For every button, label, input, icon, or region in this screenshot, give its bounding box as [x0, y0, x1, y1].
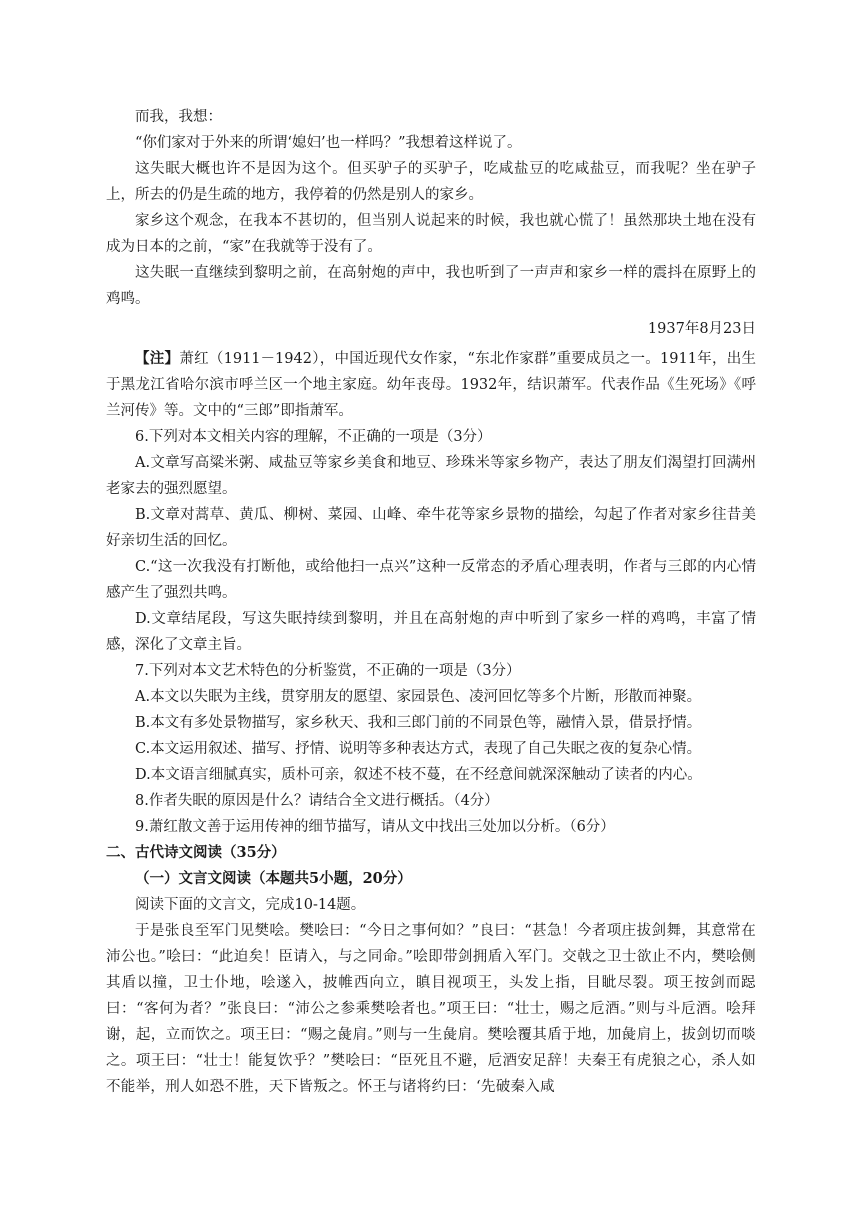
essay-paragraph: 这失眠大概也许不是因为这个。但买驴子的买驴子，吃咸盐豆的吃咸盐豆，而我呢？坐在驴子上，所去的仍是生疏的地方，我停着的仍然是别人的家乡。: [106, 161, 756, 203]
question-6-option-c: C.“这一次我没有打断他，或给他扫一点兴”这种一反常态的矛盾心理表明，作者与三郎的内心情感产生了强烈共鸣。: [106, 559, 756, 601]
question-6-option-a: A.文章写高粱米粥、咸盐豆等家乡美食和地豆、珍珠米等家乡物产，表达了朋友们渴望打回满州老家去的强烈愿望。: [106, 455, 756, 497]
essay-paragraph: “你们家对于外来的所谓‘媳妇’也一样吗？”我想着这样说了。: [135, 135, 522, 151]
question-7-option-a: A.本文以失眠为主线，贯穿朋友的愿望、家园景色、凌河回忆等多个片断，形散而神聚。: [135, 689, 702, 705]
classical-passage: 于是张良至军门见樊哙。樊哙曰：“今日之事何如？”良曰：“甚急！今者项庄拔剑舞，其意常在沛公也。”哙曰：“此迫矣！臣请入，与之同命。”哙即带剑拥盾入军门。交戟之卫士欲止不内，樊哙侧其盾以撞，卫士仆地，哙遂入，披帷西向立，瞋目视项王，头发上指，目眦尽裂。项王按剑而跽曰：“客何为者？”张良曰：“沛公之参乘樊哙者也。”项王曰：“壮士，赐之卮酒。”则与斗卮酒。哙拜谢，起，立而饮之。项王曰：“赐之彘肩。”则与一生彘肩。樊哙覆其盾于地，加彘肩上，拔剑切而啖之。项王曰：“壮士！能复饮乎？”樊哙曰：“臣死且不避，卮酒安足辞！夫秦王有虎狼之心，杀人如不能举，刑人如恐不胜，天下皆叛之。怀王与诸将约曰：‘先破秦入咸: [106, 923, 756, 1095]
document-page: [106, 104, 756, 1100]
question-7-option-d: D.本文语言细腻真实，质朴可亲，叙述不枝不蔓，在不经意间就深深触动了读者的内心。: [135, 767, 702, 783]
question-7-option-b: B.本文有多处景物描写，家乡秋天、我和三郎门前的不同景色等，融情入景，借景抒情。: [135, 715, 702, 731]
reading-instruction: 阅读下面的文言文，完成10-14题。: [135, 897, 366, 913]
essay-paragraph: 这失眠一直继续到黎明之前，在高射炮的声中，我也听到了一声声和家乡一样的震抖在原野上的鸡鸣。: [106, 265, 756, 307]
question-9: 9.萧红散文善于运用传神的细节描写，请从文中找出三处加以分析。（6分）: [135, 819, 615, 835]
section-2-subtitle: （一）文言文阅读（本题共5小题，20分）: [135, 870, 412, 887]
author-note: [106, 346, 756, 424]
question-6-stem: 6.下列对本文相关内容的理解，不正确的一项是（3分）: [135, 429, 492, 445]
question-7-option-c: C.本文运用叙述、描写、抒情、说明等多种表达方式，表现了自己失眠之夜的复杂心情。: [135, 741, 702, 757]
question-6-option-d: D.文章结尾段，写这失眠持续到黎明，并且在高射炮的声中听到了家乡一样的鸡鸣，丰富了情感，深化了文章主旨。: [106, 611, 756, 653]
note-text: 萧红（1911－1942），中国近现代女作家，“东北作家群”重要成员之一。1911年，出生于黑龙江省哈尔滨市呼兰区一个地主家庭。幼年丧母。1932年，结识萧军。代表作品《生死场》《呼兰河传》等。文中的“三郎”即指萧军。: [106, 351, 756, 419]
note-label: 【注】: [135, 350, 180, 367]
section-2-title: 二、古代诗文阅读（35分）: [106, 844, 286, 861]
essay-date: 1937年8月23日: [647, 321, 756, 337]
question-8: 8.作者失眠的原因是什么？请结合全文进行概括。（4分）: [135, 793, 499, 809]
question-6-option-b: B.文章对蒿草、黄瓜、柳树、菜园、山峰、牵牛花等家乡景物的描绘，勾起了作者对家乡往昔美好亲切生活的回忆。: [106, 507, 756, 549]
essay-paragraph: 家乡这个观念，在我本不甚切的，但当别人说起来的时候，我也就心慌了！虽然那块土地在没有成为日本的之前，“家”在我就等于没有了。: [106, 213, 756, 255]
question-7-stem: 7.下列对本文艺术特色的分析鉴赏，不正确的一项是（3分）: [135, 663, 521, 679]
essay-paragraph: 而我，我想：: [135, 109, 222, 125]
